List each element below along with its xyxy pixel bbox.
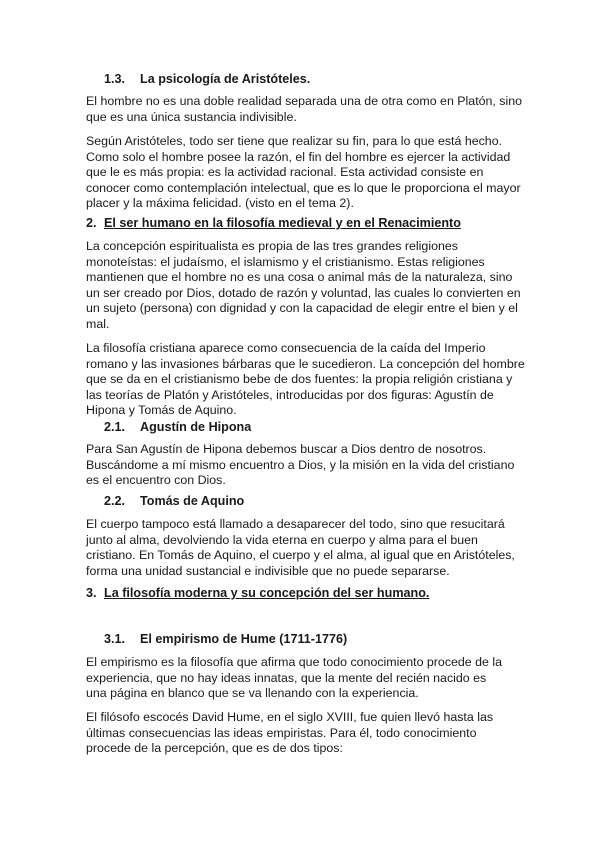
heading-number: 2.1. [104,420,126,434]
text-line: El filósofo escocés David Hume, en el siglo XVIII, fue quien llevó hasta las [86,710,494,724]
heading-title: La filosofía moderna y su concepción del ser humano. [104,586,430,600]
heading-title: Agustín de Hipona [140,420,252,434]
heading-title: El empirismo de Hume (1711-1776) [140,632,348,646]
paragraph-aristoteles-1 [86,94,526,125]
text-line: Como solo el hombre posee la razón, el fin del hombre es ejercer la actividad [86,149,511,164]
text-line: forma una unidad sustancial e indivisible que no puede separarse. [86,563,450,578]
heading-number: 2. [86,216,97,230]
heading-number: 1.3. [104,72,126,86]
text-line: que se da en el cristianismo bebe de dos fuentes: la propia religión cristiana y [86,372,513,387]
heading-title: La psicología de Aristóteles. [140,72,311,86]
text-line: Hipona y Tomás de Aquino. [86,403,237,418]
paragraph-religiones [86,239,526,333]
heading-number: 3.1. [104,632,126,646]
paragraph-filosofia-cristiana [86,341,526,419]
text-line: El cuerpo tampoco está llamado a desaparecer del todo, sino que resucitará [86,517,505,531]
text-line: una página en blanco que se va llenando con la experiencia. [86,686,419,701]
text-line: La filosofía cristiana aparece como consecuencia de la caída del Imperio [86,341,486,355]
text-line: las teorías de Platón y Aristóteles, introducidas por dos figuras: Agustín de [86,387,494,402]
text-line: experiencia, que no hay ideas innatas, que la mente del recién nacido es [86,670,487,685]
paragraph-hume [86,710,526,757]
text-line: La concepción espiritualista es propia de las tres grandes religiones [86,239,458,253]
text-line: últimas consecuencias las ideas empiristas. Para él, todo conocimiento [86,725,477,740]
heading-title: El ser humano en la filosofía medieval y en el Renacimiento [104,216,461,230]
text-line: mal. [86,316,110,331]
paragraph-tomas [86,517,526,579]
heading-number: 2.2. [104,494,126,508]
heading-2 [86,216,461,230]
text-line: conocer como contemplación intelectual, que es lo que le proporciona el mayor [86,180,521,195]
text-line: procede de la percepción, que es de dos tipos: [86,741,343,756]
paragraph-aristoteles-2 [86,134,526,212]
heading-3 [86,586,429,600]
text-line: junto al alma, devolviendo la vida eterna en cuerpo y alma para el buen [86,532,478,547]
text-line: un sujeto (persona) con dignidad y con la capacidad de elegir entre el bien y el [86,301,518,316]
text-line: placer y la máxima felicidad. (visto en el tema 2). [86,196,354,211]
heading-1-3 [104,72,310,86]
paragraph-agustin [86,442,526,489]
text-line: monoteístas: el judaísmo, el islamismo y el cristianismo. Estas religiones [86,254,485,269]
text-line: romano y las invasiones bárbaras que le sucedieron. La concepción del hombre [86,356,525,371]
text-line: que le es más propia: es la actividad racional. Esta actividad consiste en [86,165,484,180]
text-line: Según Aristóteles, todo ser tiene que realizar su fin, para lo que está hecho. [86,134,503,148]
paragraph-empirismo [86,655,526,702]
heading-3-1 [104,632,347,646]
heading-number: 3. [86,586,97,600]
text-line: El hombre no es una doble realidad separada una de otra como en Platón, sino [86,94,523,108]
text-line: es el encuentro con Dios. [86,473,226,488]
text-line: mantienen que el hombre no es una cosa o animal más de la naturaleza, sino [86,270,513,285]
text-line: Para San Agustín de Hipona debemos buscar a Dios dentro de nosotros. [86,442,487,456]
text-line: que es una única sustancia indivisible. [86,109,297,124]
heading-2-1 [104,420,251,434]
text-line: un ser creado por Dios, dotado de razón y voluntad, las cuales lo convierten en [86,285,521,300]
text-line: cristiano. En Tomás de Aquino, el cuerpo y el alma, al igual que en Aristóteles, [86,548,515,563]
text-line: Buscándome a mí mismo encuentro a Dios, y la misión en la vida del cristiano [86,457,515,472]
heading-title: Tomás de Aquino [140,494,245,508]
text-line: El empirismo es la filosofía que afirma que todo conocimiento procede de la [86,655,502,669]
heading-2-2 [104,494,244,508]
